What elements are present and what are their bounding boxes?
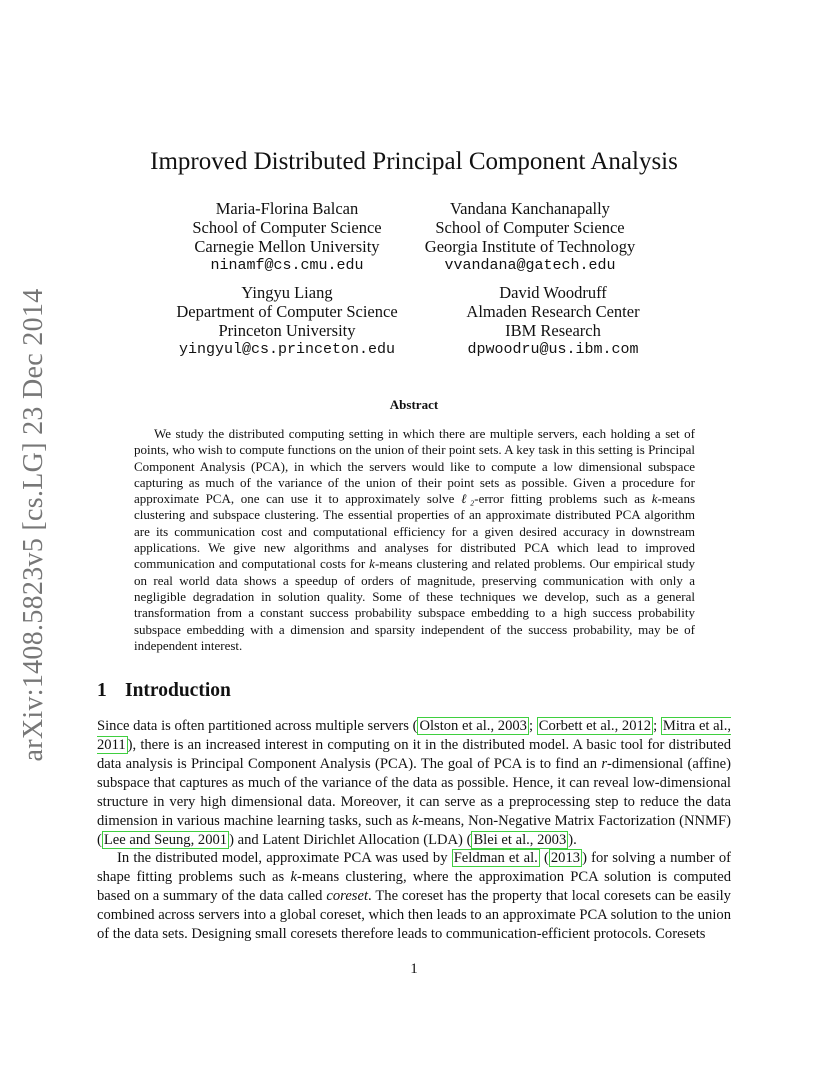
paragraph-text: -dimensional (affine) subspace that captures as much of the variance of the data as possible. Hence, it can reveal low-dimensional structure in very high dimensional data. Moreover, it can serve as a preprocessing step to reduce the data dimension in various machine learning tasks, such as (97, 756, 731, 830)
paragraph-text: ). (568, 832, 577, 849)
abstract-body (134, 426, 695, 654)
abstract-text: We study the distributed computing setting in which there are multiple servers, each holding a set of points, who wish to compute functions on the union of their point sets. A key task in this setting is Principal Component Analysis (PCA), in which the servers would like to compute a low dimensional subspace capturing as much of the variance of the union of their point sets as possible. Given a procedure for approximate PCA, one can use it to approximately solve (134, 426, 695, 507)
paragraph-text: ) for solving a number of shape fitting problems such as (97, 850, 732, 886)
page-number: 1 (410, 961, 418, 977)
author-affiliation: Carnegie Mellon University (194, 237, 380, 256)
citation-link[interactable]: Mitra et al., 2011 (97, 718, 731, 754)
arxiv-stamp-text: arXiv:1408.5823v5 [cs.LG] 23 Dec 2014 (18, 288, 49, 762)
author-name: Maria-Florina Balcan (215, 199, 359, 218)
author-block (403, 283, 703, 359)
paragraph-text: Since data is often partitioned across multiple servers ( (97, 718, 418, 734)
math-symbol: r (601, 756, 607, 773)
paragraph-text: -means, Non-Negative Matrix Factorization (NNMF) ( (97, 813, 731, 849)
section-number: 1 (97, 680, 107, 701)
paragraph-text: ) and Latent Dirichlet Allocation (LDA) ( (229, 832, 472, 849)
intro-paragraph (97, 849, 731, 944)
citation-link[interactable]: Feldman et al. (453, 850, 538, 866)
author-dept: Almaden Research Center (466, 302, 640, 321)
author-email[interactable]: vvandana@gatech.edu (444, 257, 616, 274)
author-affiliation: Princeton University (218, 321, 356, 340)
author-name: Yingyu Liang (241, 283, 333, 302)
abstract-text: -means clustering and related problems. Our empirical study on real world data shows a speedup of orders of magnitude, preserving communication with only a negligible degradation in solution quality. Some of these techniques we develop, such as a general transformation from a constant success probability subspace embedding to a high success probability subspace embedding with a dimension and sparsity independent of the success probability, may be of independent interest. (134, 556, 695, 653)
section-title: Introduction (125, 680, 231, 701)
author-email[interactable]: ninamf@cs.cmu.edu (210, 257, 364, 274)
emphasis-text: coreset (326, 888, 369, 905)
abstract-text: -error fitting problems such as (474, 491, 652, 507)
paragraph-text: -means clustering, where the approximation PCA solution is computed based on a summary of the data called (97, 869, 731, 905)
citation-link[interactable]: Lee and Seung, 2001 (103, 832, 228, 849)
intro-paragraph (97, 717, 731, 850)
paragraph-text: . The coreset has the property that local coresets can be easily combined across servers into a global coreset, which then leads to an approximate PCA solution to the union of the data sets. Designing small coresets therefore leads to communication-efficient protocols. Coresets (97, 888, 731, 943)
author-name: Vandana Kanchanapally (450, 199, 610, 218)
section-heading (97, 680, 231, 702)
abstract-heading: Abstract (389, 397, 439, 412)
citation-link[interactable]: 2013 (550, 850, 581, 866)
author-email[interactable]: dpwoodru@us.ibm.com (467, 341, 639, 358)
math-symbol: ℓ₂ (460, 491, 475, 507)
math-symbol: k (290, 869, 297, 886)
arxiv-stamp (14, 290, 54, 760)
author-name: David Woodruff (499, 283, 607, 302)
paragraph-text: ; (528, 718, 537, 734)
math-symbol: k (651, 491, 658, 507)
author-affiliation: IBM Research (505, 321, 601, 340)
author-affiliation: Georgia Institute of Technology (424, 237, 636, 256)
paragraph-text: ), there is an increased interest in computing on it in the distributed model. A basic tool for distributed data analysis is Principal Component Analysis (PCA). The goal of PCA is to find an (97, 737, 731, 773)
math-symbol: k (369, 556, 375, 572)
author-email[interactable]: yingyul@cs.princeton.edu (178, 341, 396, 358)
paragraph-text: ( (539, 850, 549, 866)
paper-title: Improved Distributed Principal Component Analysis (150, 148, 678, 175)
paragraph-text: In the distributed model, approximate PCA was used by (117, 850, 452, 866)
paragraph-text: ; (653, 718, 661, 734)
author-dept: Department of Computer Science (176, 302, 398, 321)
author-dept: School of Computer Science (435, 218, 625, 237)
abstract-text: -means clustering and subspace clustering. The essential properties of an approximate distributed PCA algorithm are its communication cost and computational efficiency for a given desired accuracy in downstream applications. We give new algorithms and analyses for distributed PCA which lead to improved communication and computational costs for (134, 491, 696, 572)
author-dept: School of Computer Science (192, 218, 382, 237)
citation-link[interactable]: Corbett et al., 2012 (538, 718, 652, 734)
citation-link[interactable]: Olston et al., 2003 (419, 718, 527, 734)
author-block (380, 199, 680, 275)
author-block (137, 283, 437, 359)
citation-link[interactable]: Blei et al., 2003 (473, 832, 567, 849)
math-symbol: k (412, 813, 419, 830)
